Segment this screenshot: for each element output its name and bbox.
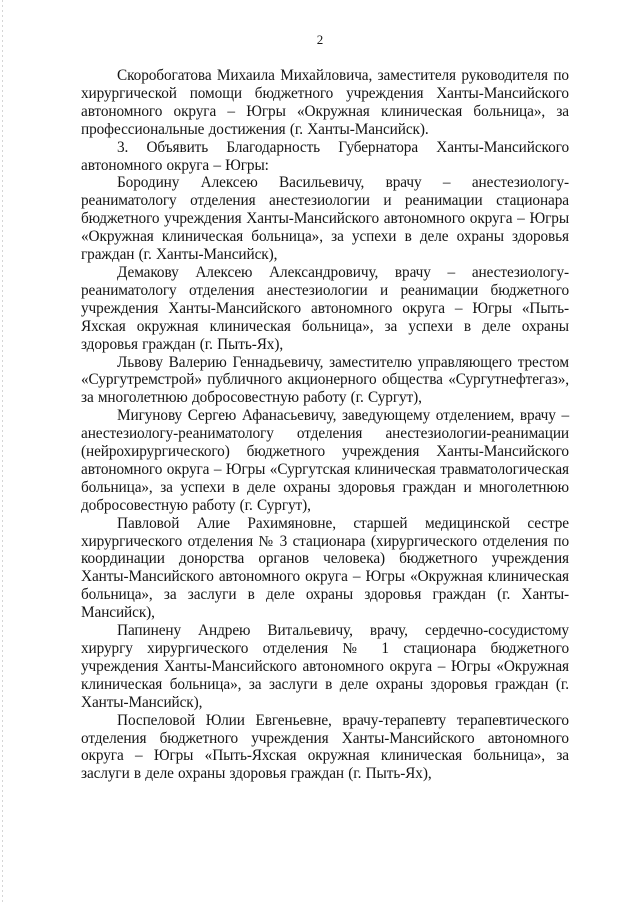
paragraph-migunov: Мигунову Сергею Афанасьевичу, заведующему отделением, врачу – анестезиологу-реаниматологу отделения анестезиологии-реанимации (нейрохирургического) бюджетного учреждения Ханты-Мансийского автономного округа – Югры «Сургутская клиническая травматологическая больница», за успехи в деле охраны здоровья граждан и многолетнюю добросовестную работу (г. Сургут), — [81, 407, 569, 514]
paragraph-borodin: Бородину Алексею Васильевичу, врачу – анестезиологу-реаниматологу отделения анестезиологии и реанимации стационара бюджетного учреждения Ханты-Мансийского автономного округа – Югры «Окружная клиническая больница», за успехи в деле охраны здоровья граждан (г. Ханты-Мансийск), — [81, 174, 569, 264]
paragraph-papinen: Папинену Андрею Витальевичу, врачу, сердечно-сосудистому хирургу хирургического отделения № 1 стационара бюджетного учреждения Ханты-Мансийского автономного округа – Югры «Окружная клиническая больница», за заслуги в деле охраны здоровья граждан (г. Ханты-Мансийск), — [81, 622, 569, 711]
paragraph-announce-gratitude: 3. Объявить Благодарность Губернатора Ханты-Мансийского автономного округа – Югры: — [81, 138, 569, 174]
scan-edge-line — [2, 0, 3, 905]
paragraph-demakov: Демакову Алексею Александровичу, врачу – анестезиологу-реаниматологу отделения анестезиологии и реанимации бюджетного учреждения Ханты-Мансийского автономного округа – Югры «Пыть-Яхская окружная клиническая больница», за успехи в деле охраны здоровья граждан (г. Пыть-Ях), — [81, 263, 569, 353]
paragraph-pavlova: Павловой Алие Рахимяновне, старшей медицинской сестре хирургического отделения № 3 стационара (хирургического отделения по координации донорства органов человека) бюджетного учреждения Ханты-Мансийского автономного округа – Югры «Окружная клиническая больница», за заслуги в деле охраны здоровья граждан (г. Ханты-Мансийск), — [81, 514, 569, 622]
paragraph-pospelova: Поспеловой Юлии Евгеньевне, врачу-терапевту терапевтического отделения бюджетного учреждения Ханты-Мансийского автономного округа – Югры «Пыть-Яхская окружная клиническая больница», за заслуги в деле охраны здоровья граждан (г. Пыть-Ях), — [81, 711, 569, 783]
paragraph-skorobogatov: Скоробогатова Михаила Михайловича, заместителя руководителя по хирургической помощи бюджетного учреждения Ханты-Мансийского автономного округа – Югры «Окружная клиническая больница», за профессиональные достижения (г. Ханты-Мансийск). — [81, 67, 569, 138]
paragraph-lvov: Львову Валерию Геннадьевичу, заместителю управляющего трестом «Сургутремстрой» публичного акционерного общества «Сургутнефтегаз», за многолетнюю добросовестную работу (г. Сургут), — [81, 353, 569, 407]
document-body — [81, 67, 569, 783]
page-number: 2 — [316, 32, 324, 47]
